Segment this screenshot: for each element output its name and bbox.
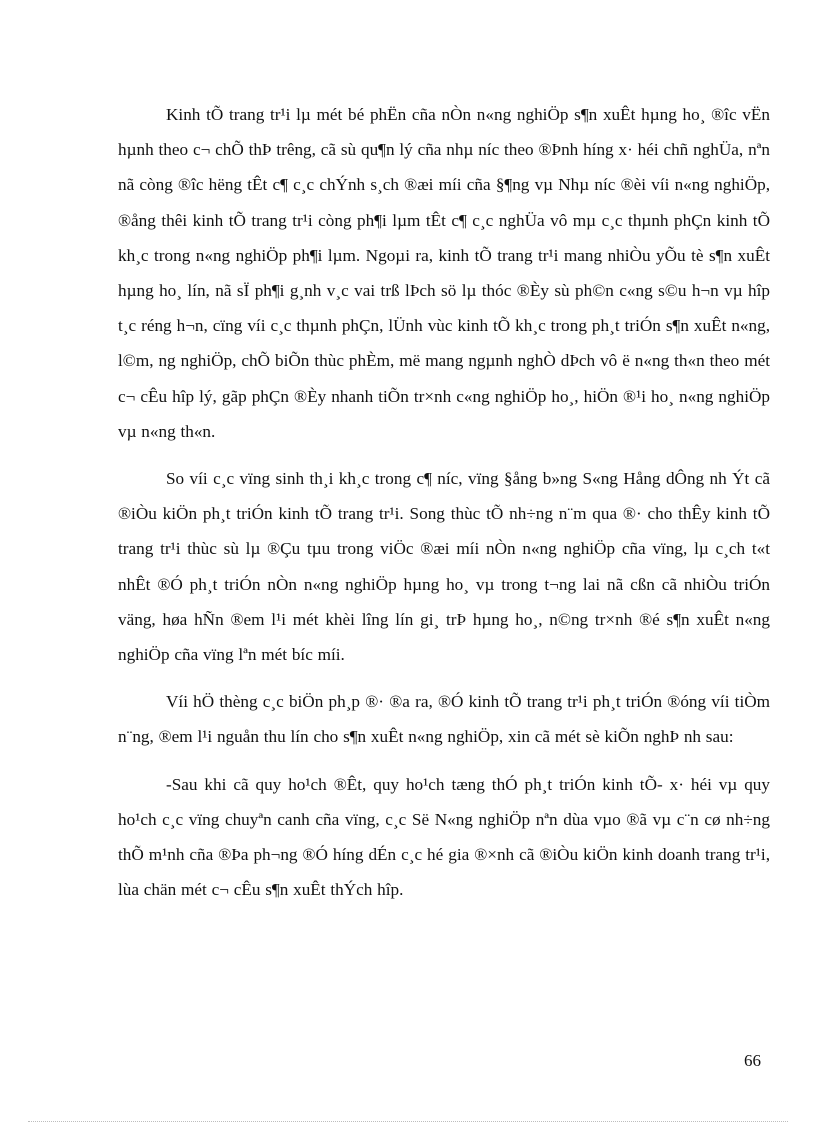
paragraph-3: Víi hÖ thèng c¸c biÖn ph¸p ®· ®a ra, ®Ó kinh tÕ trang tr¹i ph¸t triÓn ®óng víi tiÒm n¨ng, ®em l¹i nguån thu lín cho s¶n xuÊt n«ng nghiÖp, xin cã mét sè kiÕn nghÞ nh sau:	[118, 692, 770, 747]
page-bottom-divider	[28, 1121, 788, 1122]
body-text	[118, 97, 770, 919]
paragraph-4: -Sau khi cã quy ho¹ch ®Êt, quy ho¹ch tæng thÓ ph¸t triÓn kinh tÕ- x· héi vµ quy ho¹ch c¸c vïng chuyªn canh cña vïng, c¸c Së N«ng nghiÖp nªn dùa vµo ®ã vµ c¨n cø nh÷ng thÕ m¹nh cña ®Þa ph¬ng ®Ó híng dÉn c¸c hé gia ®×nh cã ®iÒu kiÖn kinh doanh trang tr¹i, lùa chän mét c¬ cÊu s¶n xuÊt thÝch hîp.	[118, 774, 770, 900]
paragraph-2: So víi c¸c vïng sinh th¸i kh¸c trong c¶ níc, vïng §ång b»ng S«ng Hång dÔng nh Ýt cã ®iÒu kiÖn ph¸t triÓn kinh tÕ trang tr¹i. Song thùc tÕ nh÷ng n¨m qua ®· cho thÊy kinh tÕ trang tr¹i thùc sù lµ ®Çu tµu trong viÖc ®æi míi nÒn n«ng nghiÖp cña vïng, lµ c¸ch t«t nhÊt ®Ó ph¸t triÓn nÒn n«ng nghiÖp hµng ho¸ vµ trong t¬ng lai nã cßn cã nhiÒu triÓn väng, høa hÑn ®em l¹i mét khèi lîng lín gi¸ trÞ hµng ho¸, n©ng tr×nh ®é s¶n xuÊt n«ng nghiÖp cña vïng lªn mét bíc míi.	[118, 469, 770, 665]
paragraph-1: Kinh tÕ trang tr¹i lµ mét bé phËn cña nÒn n«ng nghiÖp s¶n xuÊt hµng ho¸ ®îc vËn hµnh theo c¬ chÕ thÞ trêng, cã sù qu¶n lý cña nhµ níc theo ®Þnh híng x· héi chñ nghÜa, nªn nã còng ®îc hëng tÊt c¶ c¸c chÝnh s¸ch ®æi míi cña §¶ng vµ Nhµ níc ®èi víi n«ng nghiÖp, ®ång thêi kinh tÕ trang tr¹i còng ph¶i lµm tÊt c¶ c¸c nghÜa vô mµ c¸c thµnh phÇn kinh tÕ kh¸c trong n«ng nghiÖp ph¶i lµm. Ngoµi ra, kinh tÕ trang tr¹i mang nhiÒu yÕu tè s¶n xuÊt hµng ho¸ lín, nã sÏ ph¶i g¸nh v¸c vai trß lÞch sö lµ thóc ®Èy sù ph©n c«ng s©u h¬n vµ hîp t¸c réng h¬n, cïng víi c¸c thµnh phÇn, lÜnh vùc kinh tÕ kh¸c trong ph¸t triÓn s¶n xuÊt n«ng, l©m, ng nghiÖp, chÕ biÕn thùc phÈm, më mang ngµnh nghÒ dÞch vô ë n«ng th«n theo mét c¬ cÊu hîp lý, gãp phÇn ®Èy nhanh tiÕn tr×nh c«ng nghiÖp ho¸, hiÖn ®¹i ho¸ n«ng nghiÖp vµ n«ng th«n.	[118, 105, 770, 441]
page-number: 66	[744, 1051, 761, 1070]
